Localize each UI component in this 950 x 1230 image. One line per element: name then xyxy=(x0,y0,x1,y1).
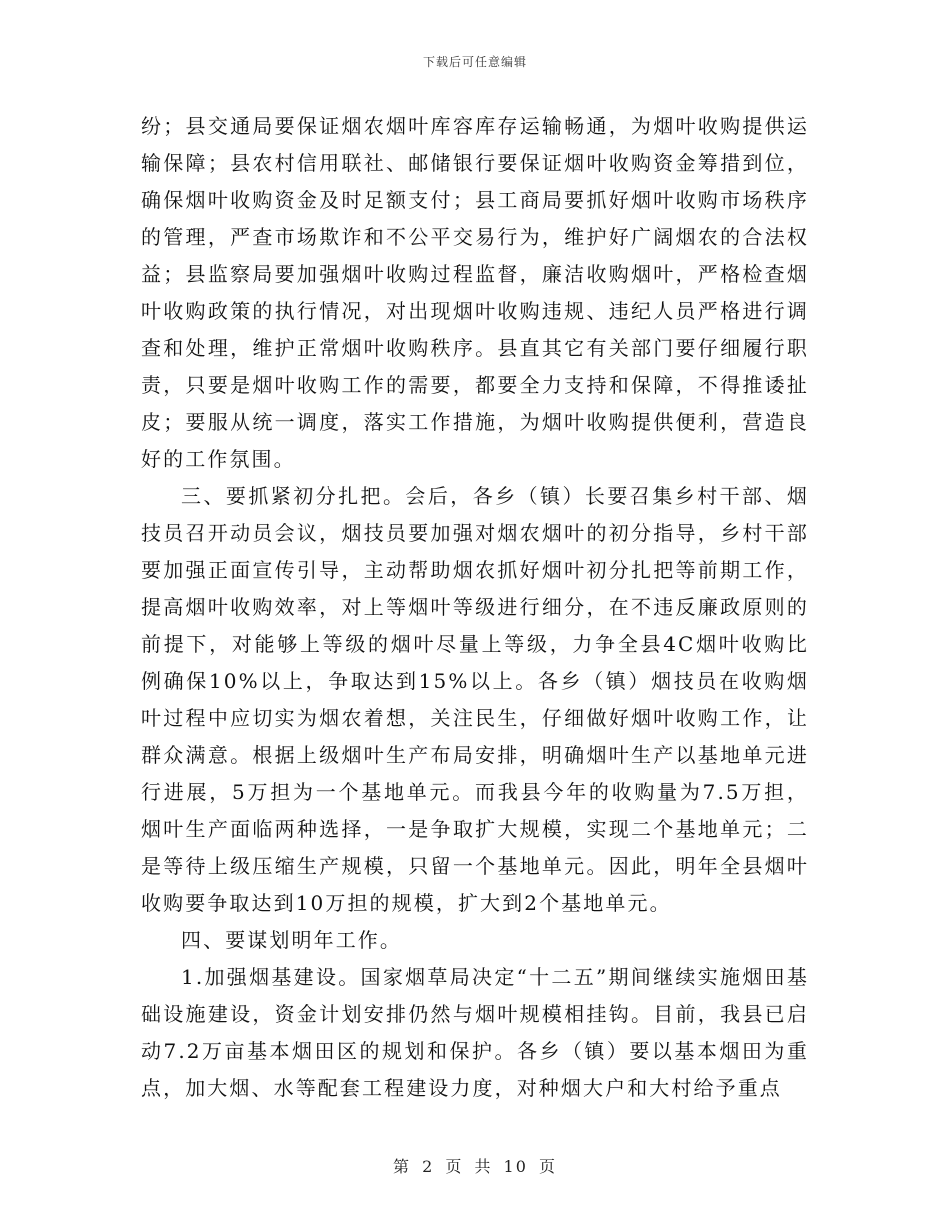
page-number: 第 2 页 共 10 页 xyxy=(393,1157,557,1176)
document-body xyxy=(141,108,809,1107)
paragraph-3-heading: 四、要谋划明年工作。 xyxy=(181,928,402,952)
paragraph-2: 三、要抓紧初分扎把。会后，各乡（镇）长要召集乡村干部、烟技员召开动员会议，烟技员要加强对烟农烟叶的初分指导，乡村干部要加强正面宣传引导，主动帮助烟农抓好烟叶初分扎把等前期工作，提高烟叶收购效率，对上等烟叶等级进行细分，在不违反廉政原则的前提下，对能够上等级的烟叶尽量上等级，力争全县4C烟叶收购比例确保10%以上，争取达到15%以上。各乡（镇）烟技员在收购烟叶过程中应切实为烟农着想，关注民生，仔细做好烟叶收购工作，让群众满意。根据上级烟叶生产布局安排，明确烟叶生产以基地单元进行进展，5万担为一个基地单元。而我县今年的收购量为7.5万担，烟叶生产面临两种选择，一是争取扩大规模，实现二个基地单元；二是等待上级压缩生产规模，只留一个基地单元。因此，明年全县烟叶收购要争取达到10万担的规模，扩大到2个基地单元。 xyxy=(141,484,809,915)
page-header-note: 下载后可任意编辑 xyxy=(422,55,527,69)
paragraph-1: 纷；县交通局要保证烟农烟叶库容库存运输畅通，为烟叶收购提供运输保障；县农村信用联社、邮储银行要保证烟叶收购资金筹措到位，确保烟叶收购资金及时足额支付；县工商局要抓好烟叶收购市场秩序的管理，严查市场欺诈和不公平交易行为，维护好广阔烟农的合法权益；县监察局要加强烟叶收购过程监督，廉洁收购烟叶，严格检查烟叶收购政策的执行情况，对出现烟叶收购违规、违纪人员严格进行调查和处理，维护正常烟叶收购秩序。县直其它有关部门要仔细履行职责，只要是烟叶收购工作的需要，都要全力支持和保障，不得推诿扯皮；要服从统一调度，落实工作措施，为烟叶收购提供便利，营造良好的工作氛围。 xyxy=(141,114,809,471)
paragraph-4: 1.加强烟基建设。国家烟草局决定“十二五”期间继续实施烟田基础设施建设，资金计划安排仍然与烟叶规模相挂钩。目前，我县已启动7.2万亩基本烟田区的规划和保护。各乡（镇）要以基本烟田为重点，加大烟、水等配套工程建设力度，对种烟大户和大村给予重点 xyxy=(141,965,809,1100)
